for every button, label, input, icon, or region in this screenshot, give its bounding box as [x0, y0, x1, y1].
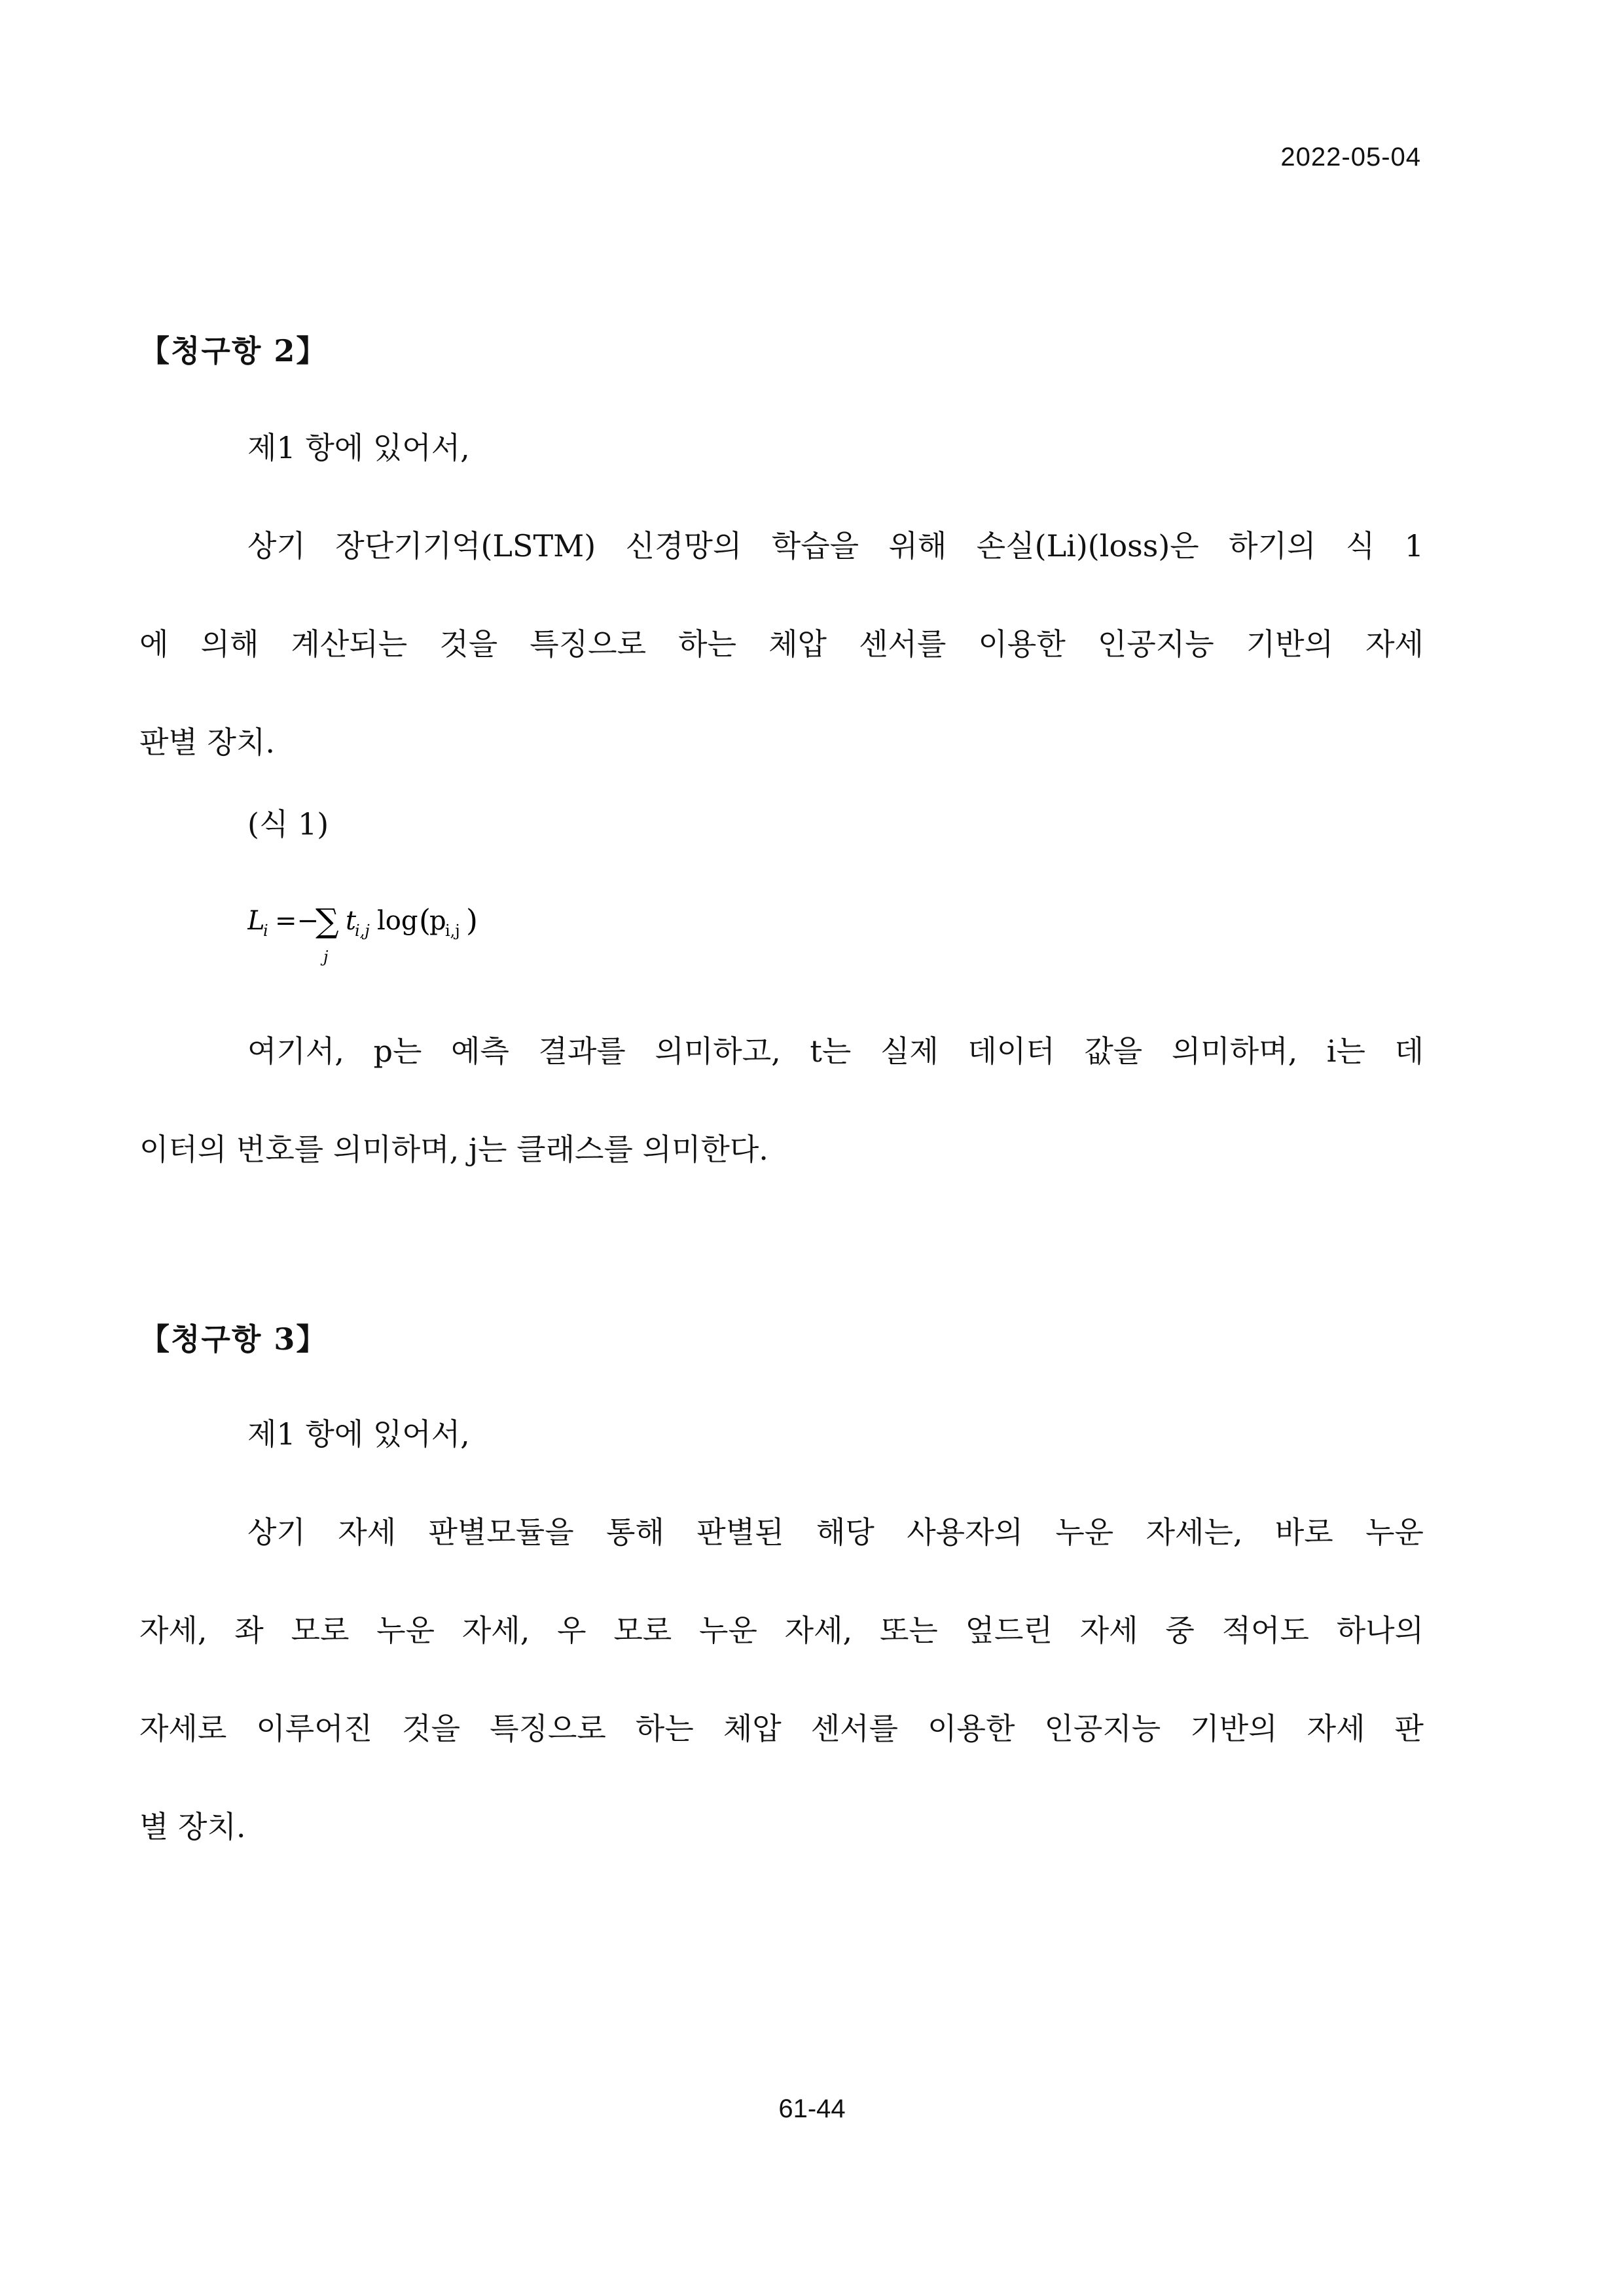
claim-2-body-line-3: 판별 장치.: [139, 725, 275, 760]
claim-3-body-line-4: 별 장치.: [139, 1809, 246, 1844]
claim-3-body-line-1: 상기 자세 판별모듈을 통해 판별된 해당 사용자의 누운 자세는, 바로 누운: [247, 1515, 1424, 1550]
formula-log: log: [377, 906, 418, 936]
formula-equals: =−: [275, 906, 319, 936]
claim-2-explain-line-1: 여기서, p는 예측 결과를 의미하고, t는 실제 데이터 값을 의미하며, i는 데: [247, 1033, 1424, 1069]
claim-3-body-line-3: 자세로 이루어진 것을 특징으로 하는 체압 센서를 이용한 인공지능 기반의 자세 판: [139, 1711, 1424, 1746]
formula-lhs: L: [247, 906, 265, 936]
claim-2-body-line-2: 에 의해 계산되는 것을 특징으로 하는 체압 센서를 이용한 인공지능 기반의 자세: [139, 626, 1424, 662]
formula-arg: p: [429, 906, 446, 936]
page-number: 61-44: [778, 2094, 846, 2123]
claim-2-body-line-1: 상기 장단기기억(LSTM) 신경망의 학습을 위해 손실(Li)(loss)은 하기의 식 1: [247, 528, 1424, 564]
formula-sum: ∑: [316, 902, 339, 940]
formula-close-paren: ): [466, 903, 478, 938]
formula-label: (식 1): [247, 806, 329, 842]
formula-lhs-sub: i: [263, 922, 268, 940]
formula-sum-sub: j: [323, 948, 329, 966]
claim-2-explain-line-2: 이터의 번호를 의미하며, j는 클래스를 의미한다.: [139, 1132, 768, 1167]
formula-open-paren: (: [419, 903, 431, 938]
claim-3-body-line-2: 자세, 좌 모로 누운 자세, 우 모로 누운 자세, 또는 엎드린 자세 중 적어도 하나의: [139, 1613, 1424, 1648]
claim-2-heading: 【청구항 2】: [139, 333, 328, 368]
formula-term: t: [346, 906, 357, 936]
claim-3-intro: 제1 항에 있어서,: [247, 1416, 470, 1452]
claim-3-heading: 【청구항 3】: [139, 1321, 328, 1357]
loss-formula: [247, 897, 509, 975]
document-date: 2022-05-04: [1280, 143, 1421, 171]
formula-term-sub: i,j: [355, 922, 370, 940]
formula-arg-sub: i,j: [445, 922, 460, 940]
claim-2-intro: 제1 항에 있어서,: [247, 430, 470, 465]
